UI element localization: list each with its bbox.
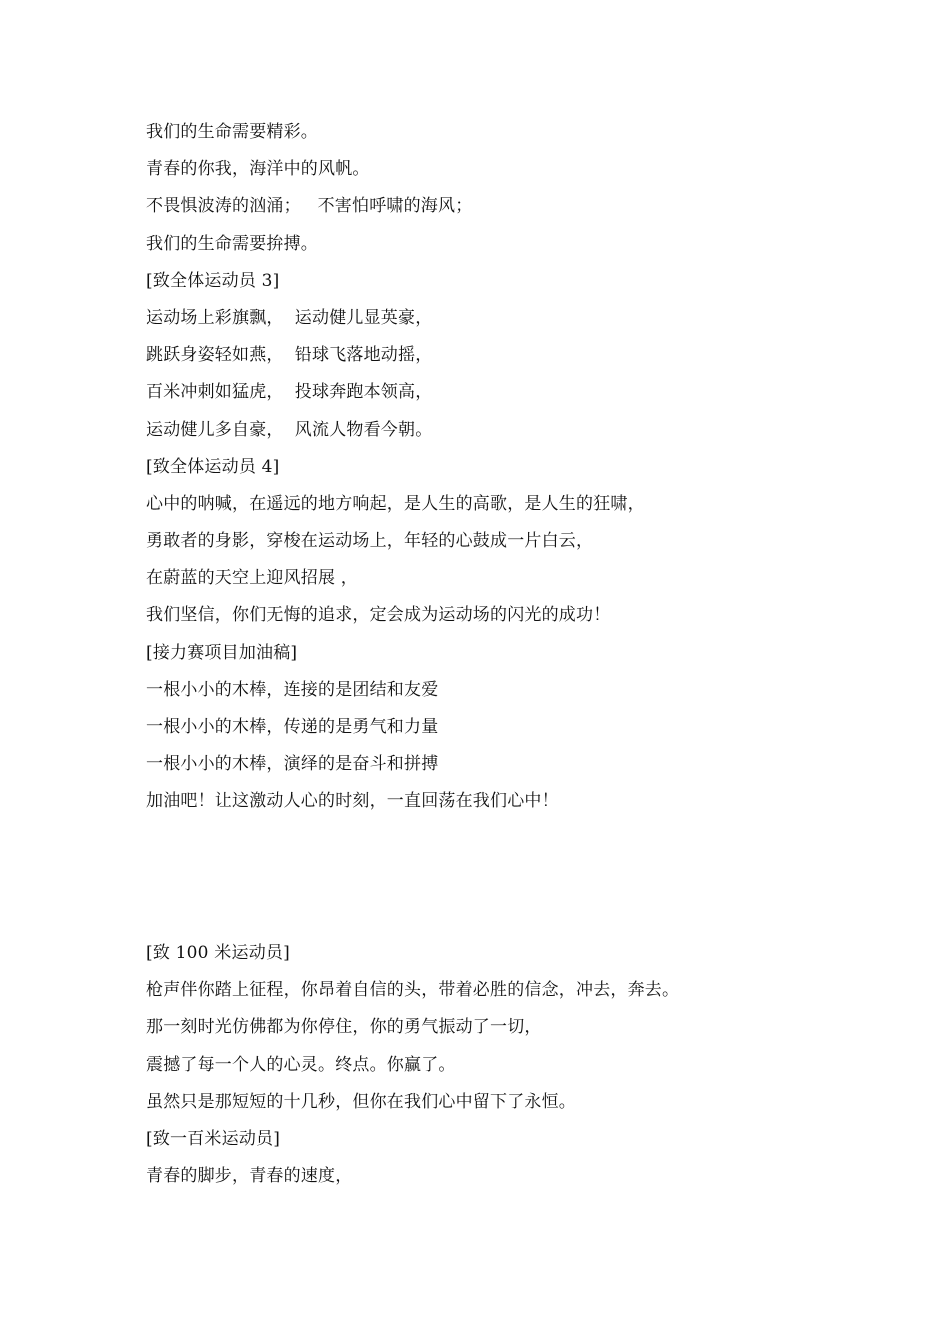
section-heading: [致全体运动员 3]	[146, 270, 280, 291]
section-heading: [致一百米运动员]	[146, 1128, 281, 1149]
section-heading: [接力赛项目加油稿]	[146, 642, 298, 663]
text-line: 一根小小的木棒，演绎的是奋斗和拼搏	[146, 754, 439, 775]
text-line: 青春的你我，海洋中的风帆。	[146, 159, 370, 180]
text-block-upper	[146, 114, 906, 821]
text-line: 勇敢者的身影，穿梭在运动场上，年轻的心鼓成一片白云，	[146, 531, 594, 552]
section-heading: [致全体运动员 4]	[146, 456, 280, 477]
text-line: 我们的生命需要拚搏。	[146, 233, 318, 254]
text-line: 虽然只是那短短的十几秒，但你在我们心中留下了永恒。	[146, 1091, 576, 1112]
text-line: 一根小小的木棒，传递的是勇气和力量	[146, 717, 439, 737]
text-line: 心中的呐喊，在遥远的地方响起，是人生的高歌，是人生的狂啸，	[146, 493, 645, 514]
text-line: 震撼了每一个人的心灵。终点。你赢了。	[146, 1054, 456, 1075]
text-line: 加油吧！让这激动人心的时刻，一直回荡在我们心中！	[146, 791, 559, 812]
text-block-lower	[146, 935, 906, 1195]
text-line: 百米冲刺如猛虎， 投球奔跑本领高，	[146, 382, 433, 403]
text-line: 青春的脚步，青春的速度，	[146, 1166, 353, 1187]
text-line: 那一刻时光仿佛都为你停住，你的勇气振动了一切，	[146, 1017, 542, 1038]
section-heading: [致 100 米运动员]	[146, 943, 290, 963]
text-line: 我们的生命需要精彩。	[146, 122, 318, 142]
text-line: 一根小小的木棒，连接的是团结和友爱	[146, 679, 439, 700]
text-line: 枪声伴你踏上征程，你昂着自信的头，带着必胜的信念，冲去，奔去。	[146, 980, 680, 1001]
text-line: 运动场上彩旗飘， 运动健儿显英豪，	[146, 307, 433, 328]
text-line: 在蔚蓝的天空上迎风招展 ，	[146, 568, 359, 589]
text-line: 运动健儿多自豪， 风流人物看今朝。	[146, 419, 433, 440]
text-line: 跳跃身姿轻如燕， 铅球飞落地动摇，	[146, 345, 433, 366]
text-line: 我们坚信，你们无悔的追求，定会成为运动场的闪光的成功！	[146, 605, 611, 626]
text-line: 不畏惧波涛的汹涌； 不害怕呼啸的海风；	[146, 196, 473, 217]
